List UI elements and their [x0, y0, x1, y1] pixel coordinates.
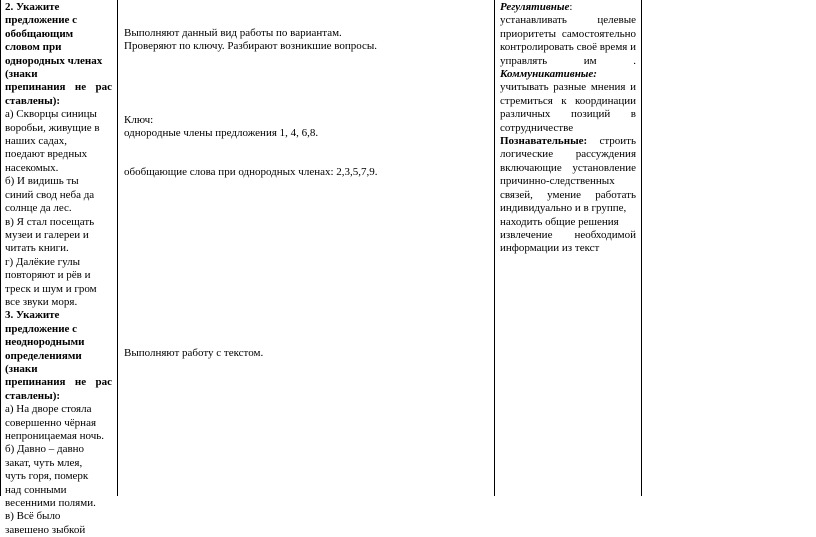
communicative-heading: Коммуникативные:	[500, 68, 597, 81]
list-item: а) На дворе стояла	[5, 403, 92, 416]
activity-column	[124, 27, 489, 54]
list-item: треск и шум и гром	[5, 282, 97, 295]
list-item: музеи и галереи и	[5, 228, 89, 241]
list-item: а) Скворцы синицы	[5, 108, 97, 121]
table-border-col3	[641, 0, 642, 496]
list-item: весенними полями.	[5, 497, 96, 510]
answer-key-block	[124, 114, 489, 141]
list-item: все звуки моря.	[5, 295, 78, 308]
list-item: завешено зыбкой	[5, 523, 86, 536]
list-item: закат, чуть млея,	[5, 456, 83, 469]
task2-options	[5, 108, 112, 309]
list-item: читать книги.	[5, 242, 69, 255]
learning-outcomes-column: Регулятивные: устанавливать целевые приоритеты самостоятельно контролировать своё время и управлять им . Коммуникативные: учитывать разные мнения и стремиться к координации различных позиций в сотрудничестве Познавательные: строить логические рассуждения включающие установление причинно-следственных связей, умение работать индивидуально и в группе, находить общие решения извлечение необходимой информации из текст	[500, 1, 636, 255]
list-item: синий свод неба да	[5, 188, 95, 201]
table-border-col2	[494, 0, 495, 496]
task3-heading: 3. Укажите предложение с неоднородными определениями (знаки препинания не рас ставлены):	[5, 309, 112, 402]
answer-key-line2: обобщающие слова при однородных членах: 2,3,5,7,9.	[124, 166, 378, 178]
list-item: непроницаемая ночь.	[5, 430, 105, 442]
list-item: г) Далёкие гулы	[5, 255, 81, 268]
list-item: наших садах,	[5, 135, 68, 148]
list-item: в) Я стал посещать	[5, 215, 95, 228]
list-item: поедают вредных	[5, 148, 88, 161]
list-item: чуть горя, померк	[5, 470, 89, 483]
table-border-left	[0, 0, 1, 496]
cognitive-heading: Познавательные: строить	[500, 135, 636, 148]
activity-line: Выполняют данный вид работы по вариантам.	[124, 27, 342, 39]
regulative-heading: Регулятивные:	[500, 1, 573, 13]
list-item: воробьи, живущие в	[5, 121, 100, 134]
task3-options	[5, 403, 112, 537]
list-item: б) И видишь ты	[5, 175, 79, 188]
key-line: однородные члены предложения 1, 4, 6,8.	[124, 127, 319, 140]
task2-heading: 2. Укажите предложение с обобщающим словом при однородных членах (знаки препинания не рас ставлены):	[5, 1, 112, 107]
list-item: повторяют и рёв и	[5, 269, 91, 282]
list-item: над сонными	[5, 483, 67, 496]
list-item: в) Всё было	[5, 510, 61, 523]
list-item: совершенно чёрная	[5, 416, 97, 429]
key-label: Ключ:	[124, 114, 154, 126]
list-item: насекомых.	[5, 161, 59, 174]
list-item: б) Давно – давно	[5, 443, 85, 456]
activity-line-text: Выполняют работу с текстом.	[124, 347, 264, 359]
table-border-col1	[117, 0, 118, 496]
list-item: солнце да лес.	[5, 202, 72, 215]
task-column	[5, 1, 112, 537]
activity-line: Проверяют по ключу. Разбирают возникшие вопросы.	[124, 40, 378, 53]
